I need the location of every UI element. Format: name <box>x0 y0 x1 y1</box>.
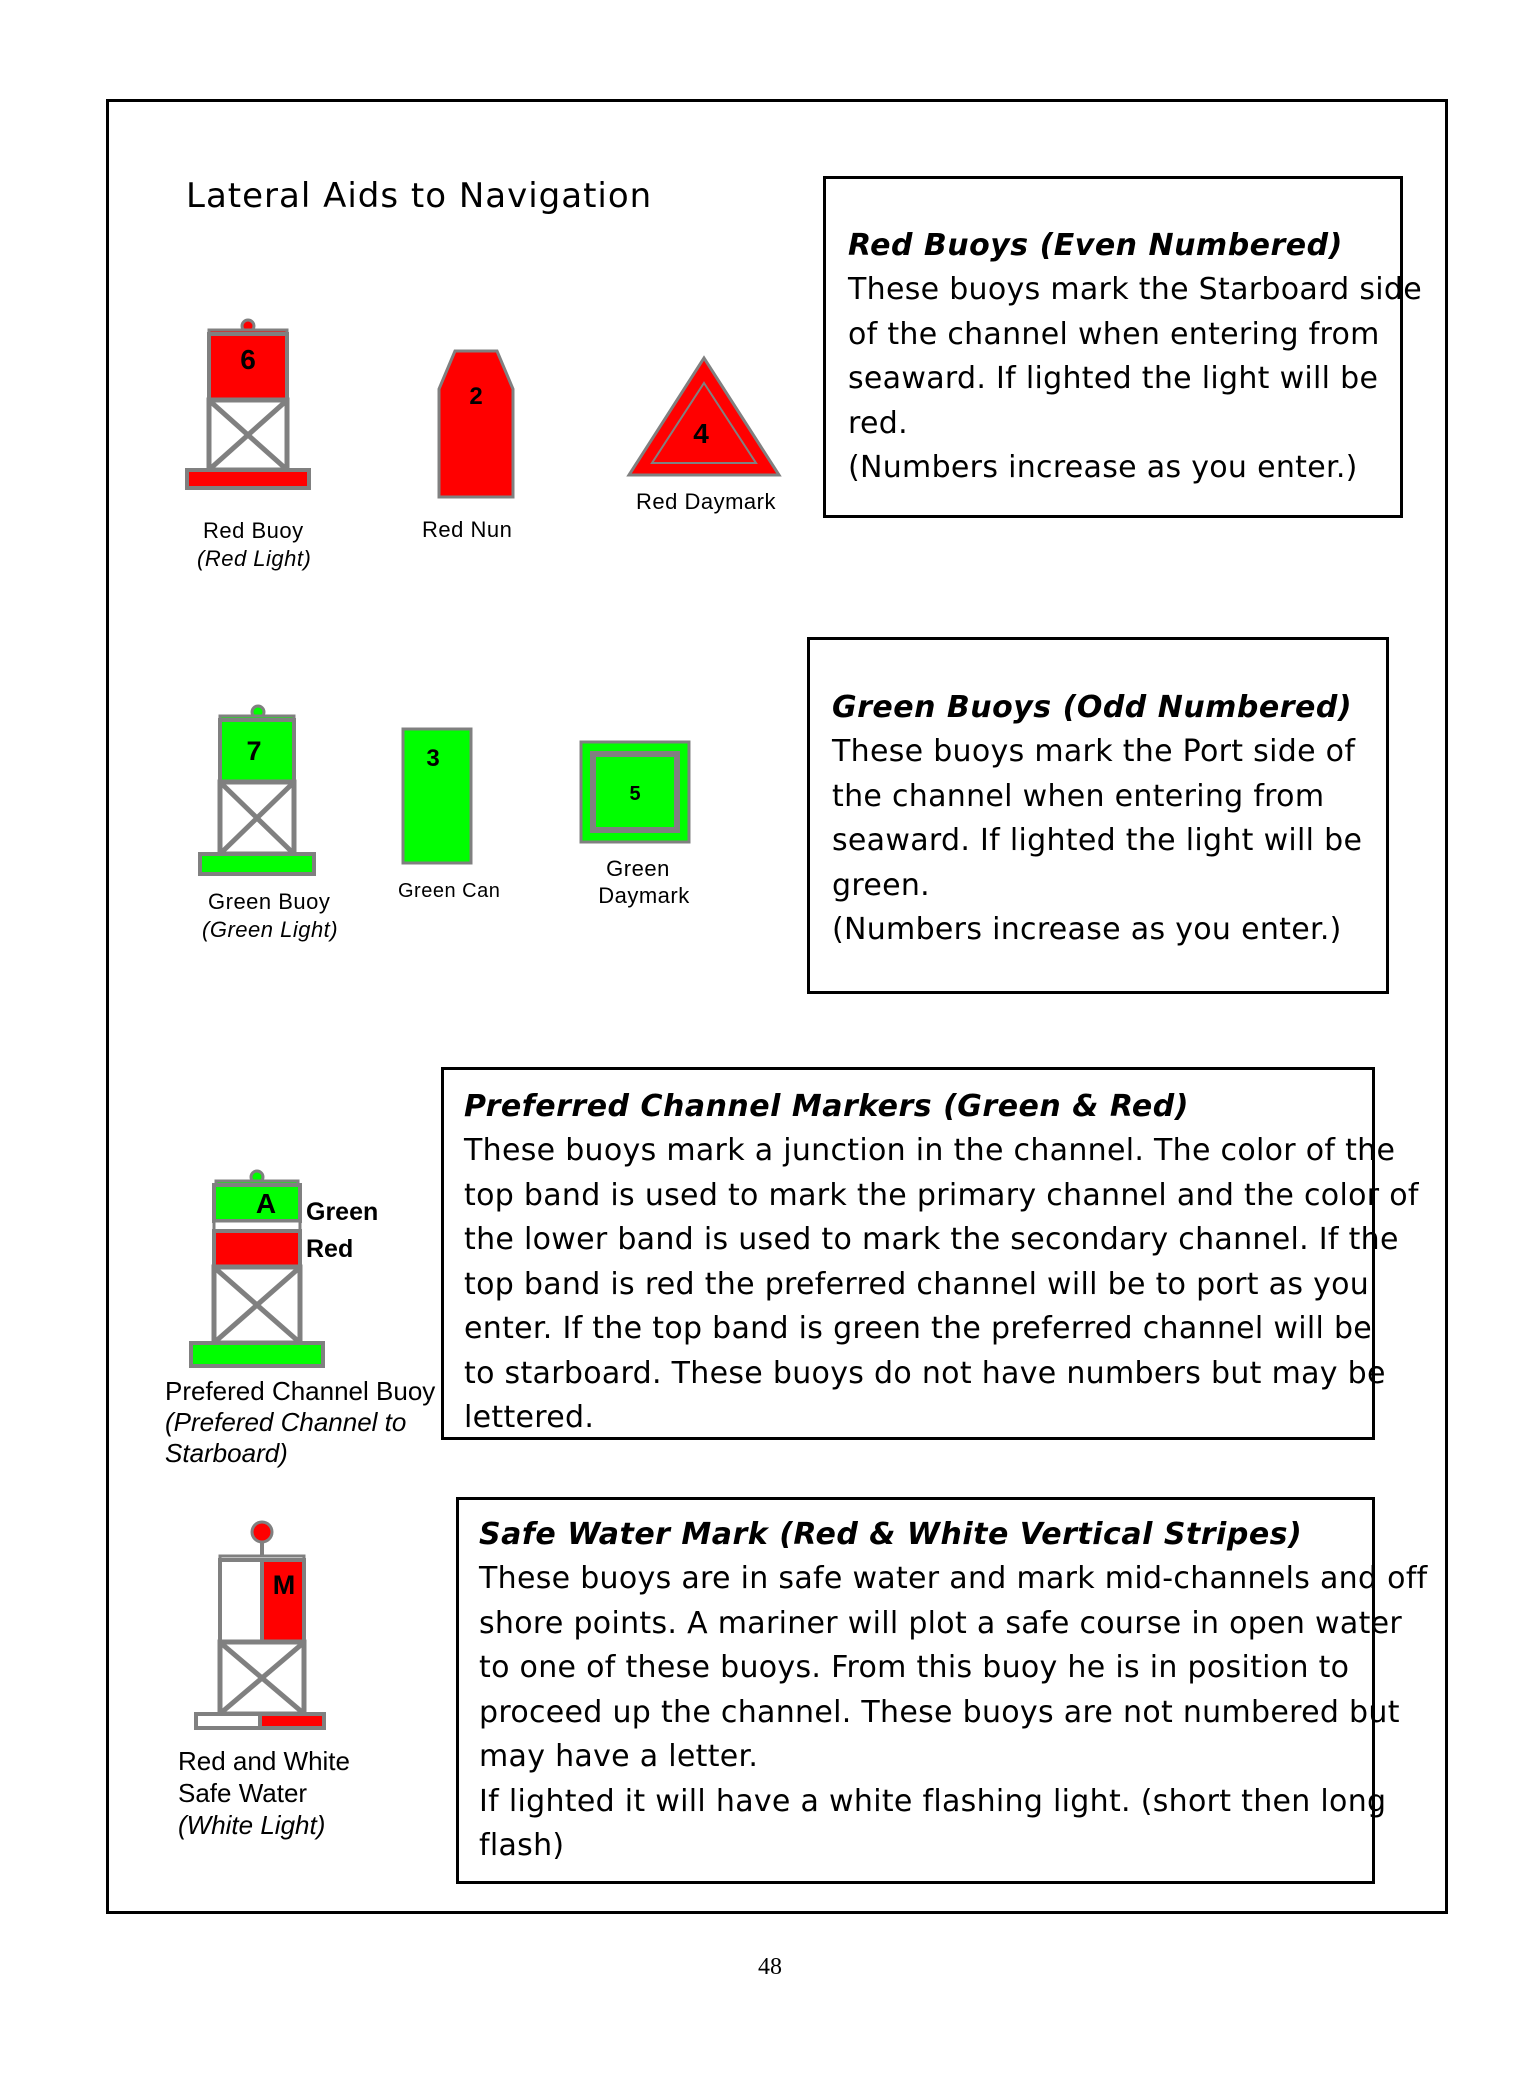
preferred-band-top-label: Green <box>306 1198 379 1226</box>
preferred-channel-heading: Preferred Channel Markers (Green & Red) <box>464 1089 1189 1124</box>
page-title: Lateral Aids to Navigation <box>186 176 653 216</box>
preferred-channel-buoy-icon <box>186 1166 328 1372</box>
safe-water-line: flash) <box>479 1828 565 1863</box>
red-nun-label: Red Nun <box>422 517 513 542</box>
preferred-channel-line: top band is red the preferred channel will be to port as you <box>464 1266 1370 1302</box>
page-number: 48 <box>758 1954 782 1980</box>
green-buoys-description <box>832 730 1386 953</box>
safe-water-description <box>479 1557 1428 1869</box>
red-buoy-number: 6 <box>240 344 256 375</box>
green-buoys-line: green. <box>832 867 930 903</box>
red-buoys-info-box <box>823 176 1423 518</box>
red-buoys-heading: Red Buoys (Even Numbered) <box>848 228 1343 263</box>
safe-water-info-box <box>456 1497 1428 1884</box>
red-buoys-line: (Numbers increase as you enter.) <box>848 450 1358 485</box>
green-daymark-number: 5 <box>629 783 641 805</box>
safe-water-label: Safe Water <box>178 1778 308 1808</box>
red-nun-icon <box>433 346 519 502</box>
red-buoy-label: Red Buoy <box>203 518 304 543</box>
safe-water-line: may have a letter. <box>479 1739 759 1774</box>
green-buoy-icon <box>196 701 318 881</box>
safe-water-buoy-icon <box>190 1518 330 1732</box>
red-buoys-line: of the channel when entering from <box>848 316 1380 352</box>
green-buoy-label: Green Buoy <box>208 889 331 914</box>
preferred-channel-letter: A <box>255 1188 277 1219</box>
green-buoys-line: These buoys mark the Port side of <box>832 734 1356 769</box>
safe-water-label: Red and White <box>178 1746 350 1776</box>
preferred-channel-description <box>464 1129 1419 1441</box>
green-daymark-label: Daymark <box>598 883 690 908</box>
preferred-channel-line: These buoys mark a junction in the channel. The color of the <box>464 1133 1396 1168</box>
red-daymark-icon <box>624 353 784 481</box>
red-buoy-icon <box>182 316 314 496</box>
green-daymark-label: Green <box>606 856 670 881</box>
safe-water-line: shore points. A mariner will plot a safe course in open water <box>479 1605 1403 1641</box>
safe-water-heading: Safe Water Mark (Red & White Vertical Stripes) <box>479 1517 1303 1552</box>
preferred-channel-info-box <box>441 1067 1419 1440</box>
green-buoys-line: seaward. If lighted the light will be <box>832 823 1363 858</box>
safe-water-line: These buoys are in safe water and mark mid-channels and off <box>479 1561 1428 1596</box>
preferred-band-bottom-label: Red <box>306 1235 354 1263</box>
red-nun-number: 2 <box>469 383 483 410</box>
red-buoys-line: These buoys mark the Starboard side <box>848 272 1423 307</box>
preferred-channel-buoy-label: Prefered Channel Buoy <box>165 1376 436 1406</box>
red-buoy-sublabel: (Red Light) <box>197 546 312 571</box>
green-buoys-line: the channel when entering from <box>832 778 1325 814</box>
preferred-channel-buoy-sublabel: (Prefered Channel to <box>165 1407 407 1437</box>
green-can-number: 3 <box>426 745 440 772</box>
preferred-channel-buoy-sublabel: Starboard) <box>165 1438 288 1468</box>
green-buoy-sublabel: (Green Light) <box>202 917 339 942</box>
preferred-channel-line: to starboard. These buoys do not have numbers but may be <box>464 1355 1386 1391</box>
preferred-channel-line: lettered. <box>464 1400 595 1435</box>
green-buoys-line: (Numbers increase as you enter.) <box>832 912 1342 947</box>
green-can-label: Green Can <box>398 880 501 902</box>
safe-water-line: to one of these buoys. From this buoy he is in position to <box>479 1650 1350 1685</box>
red-daymark-label: Red Daymark <box>636 489 776 514</box>
green-buoy-number: 7 <box>246 736 262 766</box>
safe-water-line: If lighted it will have a white flashing light. (short then long <box>479 1783 1387 1819</box>
green-buoys-heading: Green Buoys (Odd Numbered) <box>832 690 1353 725</box>
preferred-channel-line: top band is used to mark the primary channel and the color of <box>464 1177 1419 1213</box>
safe-water-sublabel: (White Light) <box>178 1810 326 1840</box>
red-buoys-line: red. <box>848 405 908 441</box>
green-can-icon <box>400 726 474 866</box>
green-daymark-icon <box>578 739 692 845</box>
red-buoys-description <box>848 268 1423 491</box>
safe-water-letter: M <box>272 1570 296 1600</box>
green-buoys-info-box <box>807 637 1389 994</box>
red-buoys-line: seaward. If lighted the light will be <box>848 361 1379 396</box>
preferred-channel-line: enter. If the top band is green the preferred channel will be <box>464 1311 1373 1346</box>
preferred-channel-line: the lower band is used to mark the secondary channel. If the <box>464 1222 1399 1257</box>
safe-water-line: proceed up the channel. These buoys are not numbered but <box>479 1694 1400 1730</box>
red-daymark-number: 4 <box>693 418 709 449</box>
